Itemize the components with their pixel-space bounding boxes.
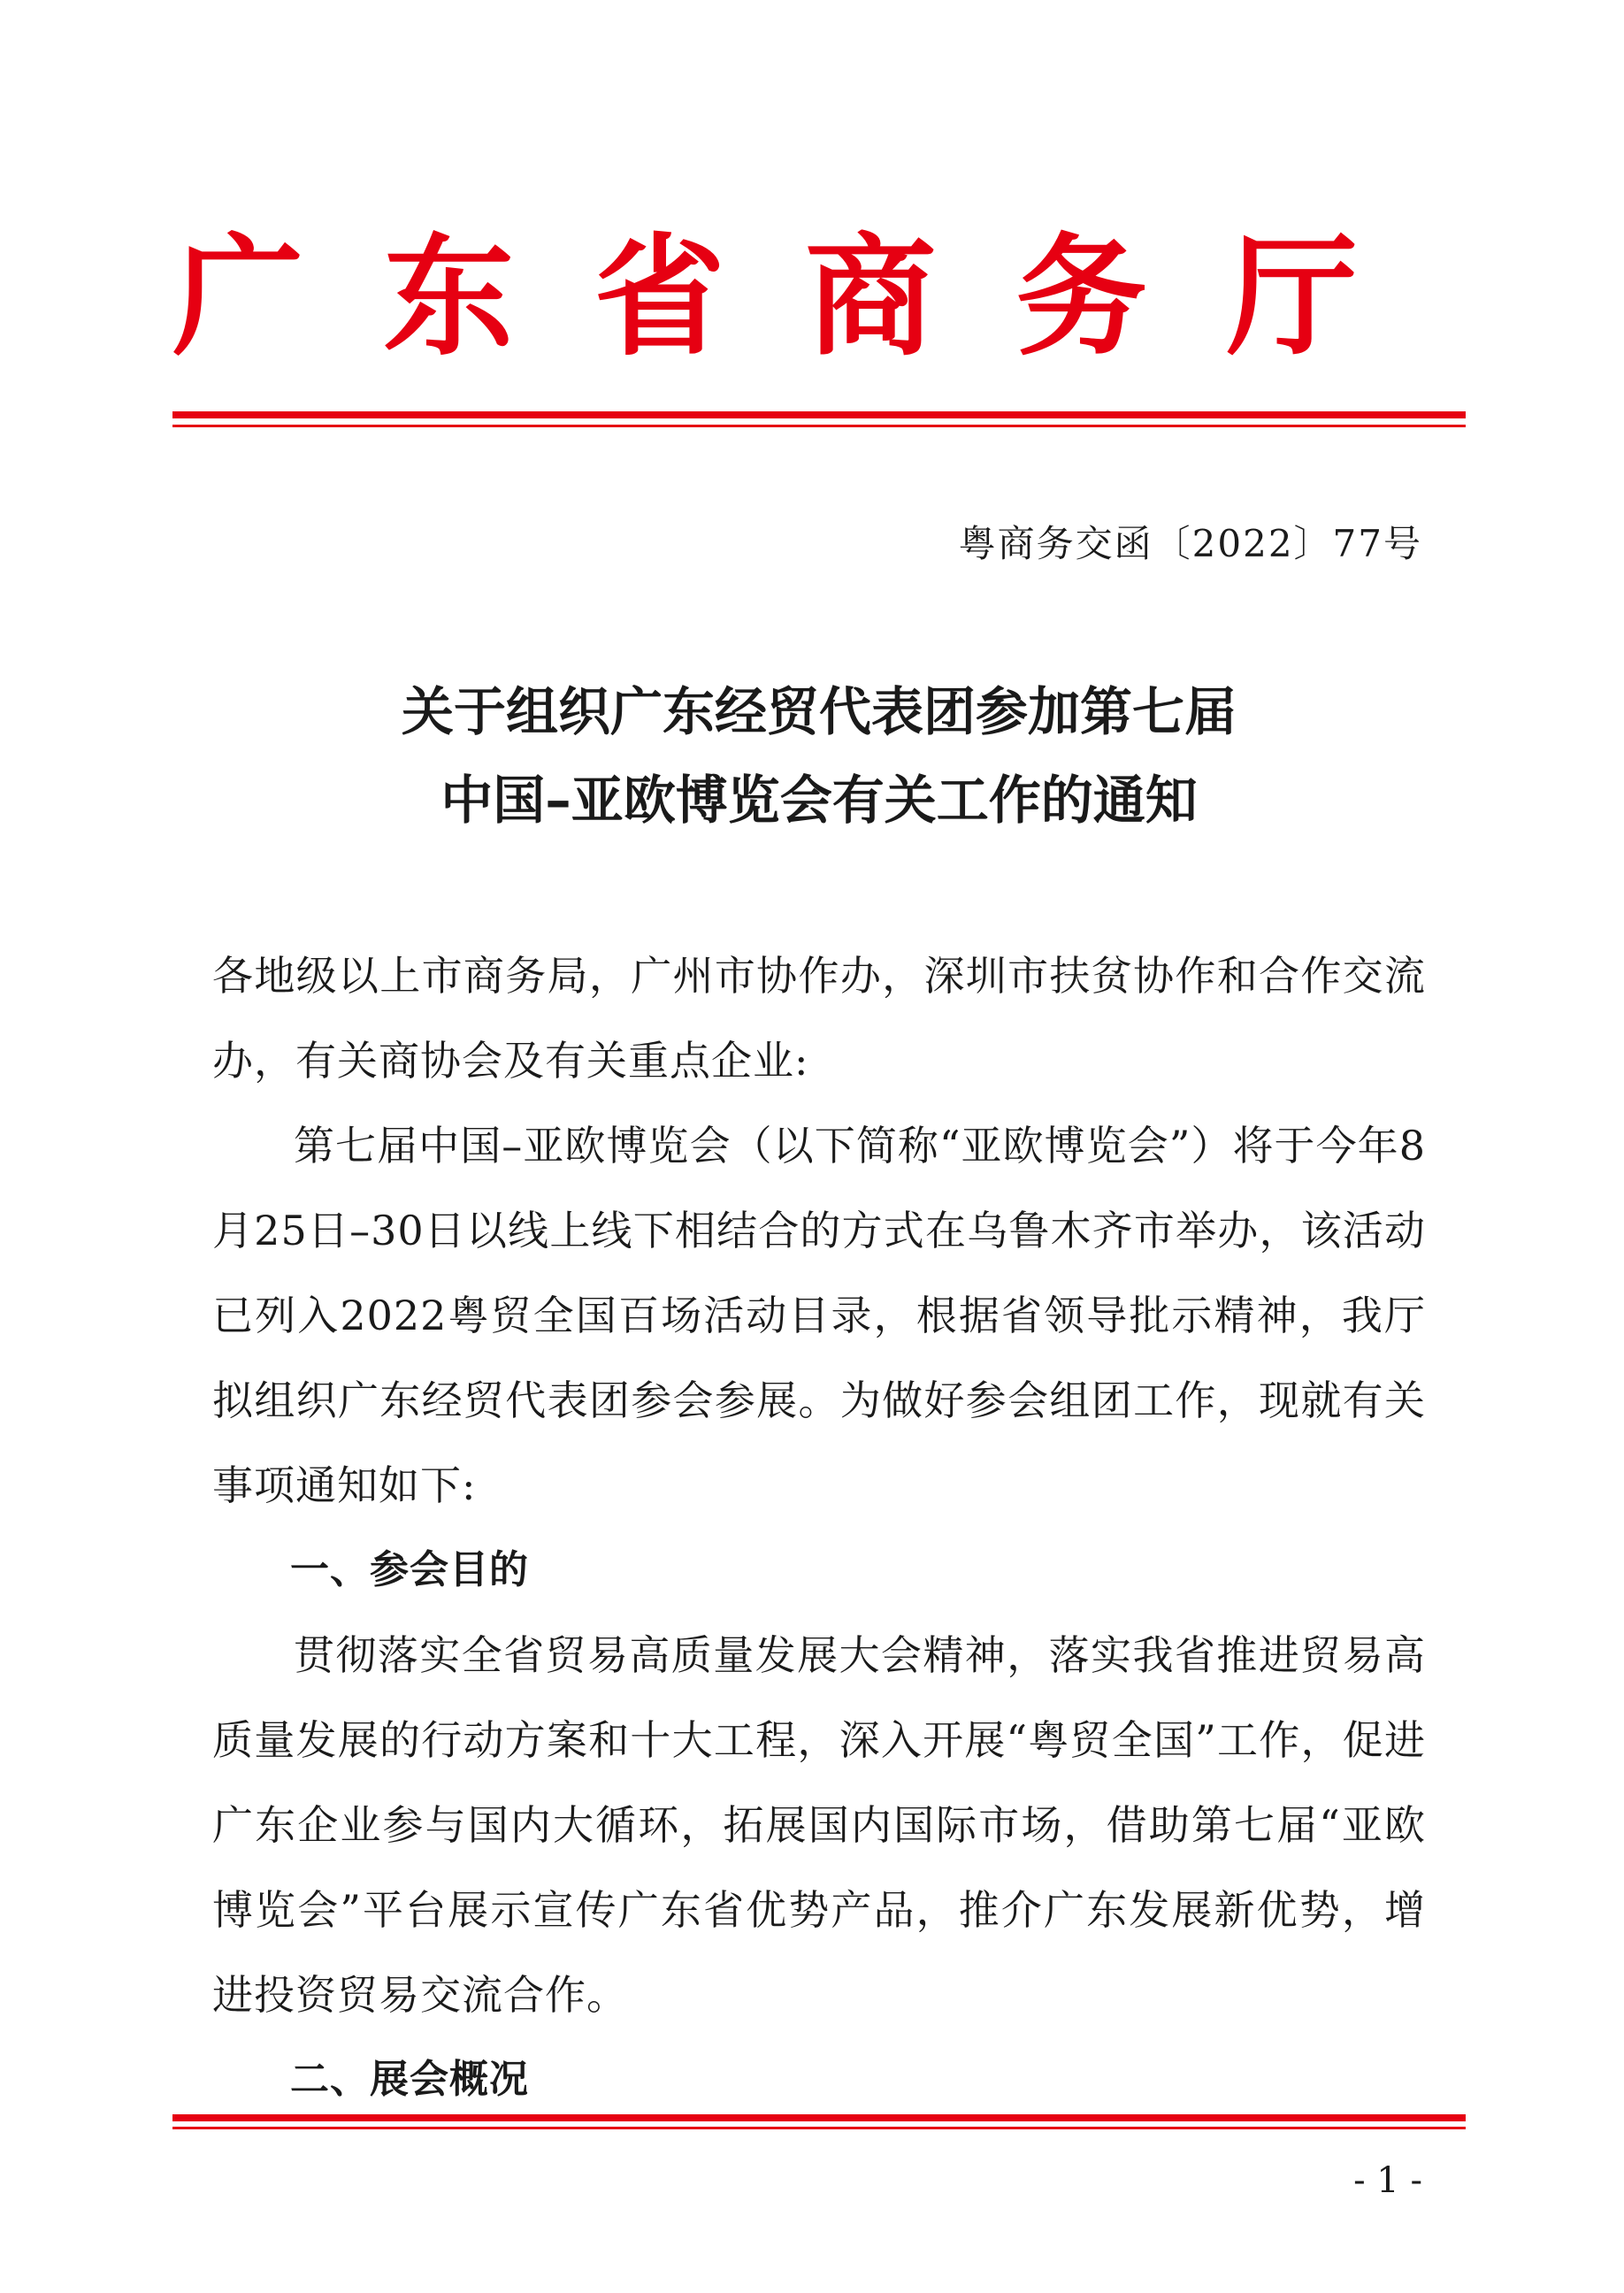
masthead-char: 务: [1015, 219, 1147, 373]
document-title-line-1: 关于组织广东经贸代表团参加第七届: [401, 681, 1237, 742]
masthead-char: 商: [805, 219, 937, 373]
masthead-char: 省: [594, 219, 725, 373]
page-number: - 1 -: [1353, 2160, 1422, 2201]
masthead-char: 广: [172, 219, 303, 373]
top-red-divider-thin: [172, 425, 1466, 427]
intro-paragraph: 第七届中国–亚欧博览会（以下简称“亚欧博览会”）将于今年8月25日–30日以线上线下相结合的方式在乌鲁木齐市举办，该活动已列入2022粤贸全国百场活动目录，根据省领导批示精神，我厅拟组织广东经贸代表团参会参展。为做好参会组团工作，现就有关事项通知如下:: [212, 1122, 1426, 1509]
section-2-heading: 二、展会概况: [290, 2057, 529, 2102]
section-1-paragraph: 贯彻落实全省贸易高质量发展大会精神，落实我省推进贸易高质量发展的行动方案和十大工程，深入开展“粤贸全国”工作，促进广东企业参与国内大循环，拓展国内国际市场，借助第七届“亚欧博览会”平台展示宣传广东省优势产品，推介广东发展新优势，增进投资贸易交流合作。: [212, 1631, 1426, 2019]
document-number: 粤商务交函〔2022〕77号: [958, 522, 1422, 565]
bottom-red-divider-thin: [172, 2127, 1466, 2129]
document-body: [212, 933, 1426, 2122]
masthead-char: 东: [383, 219, 515, 373]
bottom-red-divider-thick: [172, 2114, 1466, 2121]
document-title: [172, 668, 1466, 845]
document-title-line-2: 中国–亚欧博览会有关工作的通知: [440, 770, 1198, 831]
masthead-char: 厅: [1226, 219, 1358, 373]
masthead-agency-name: [172, 219, 1358, 373]
section-1-heading: 一、参会目的: [290, 1547, 529, 1592]
top-red-divider-thick: [172, 411, 1466, 418]
recipients-paragraph: 各地级以上市商务局，广州市协作办，深圳市扶贫协作和合作交流办，有关商协会及有关重点企业:: [212, 952, 1426, 1085]
